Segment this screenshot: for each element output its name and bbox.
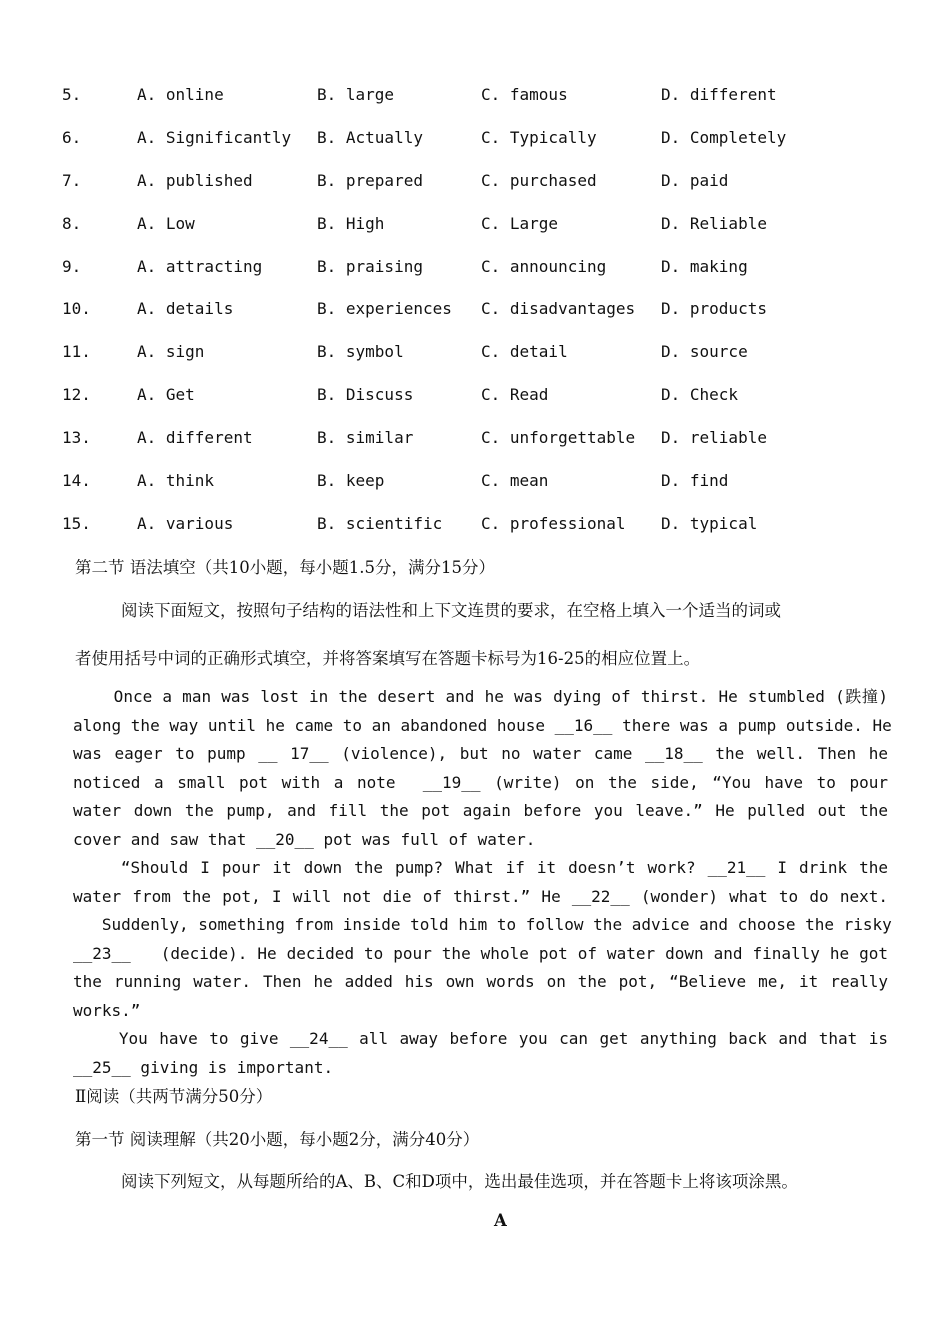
question-row	[62, 383, 882, 426]
question-row	[62, 340, 882, 383]
option-c: C. mean	[481, 471, 549, 491]
part2-heading: Ⅱ阅读（共两节满分50分）	[75, 1087, 273, 1106]
option-a: A. online	[137, 85, 224, 104]
option-c: C. detail	[481, 342, 568, 362]
option-c: C. purchased	[481, 170, 597, 190]
question-number: 9.	[62, 256, 82, 276]
option-a: A. attracting	[137, 256, 263, 276]
option-a: A. Get	[137, 385, 195, 405]
question-row	[62, 426, 882, 469]
passage-line: along the way until he came to an abandoned house __16__ there was a pump outside. He	[73, 716, 892, 735]
option-b: B. Actually	[317, 127, 423, 147]
question-number: 11.	[62, 342, 91, 362]
options-table	[62, 83, 882, 555]
question-row	[62, 126, 882, 169]
option-d: D. Reliable	[661, 213, 767, 233]
passage-line: works.”	[73, 1001, 141, 1020]
passage-line: cover and saw that __20__ pot was full of water.	[73, 830, 536, 849]
option-d: D. paid	[661, 170, 729, 190]
option-b: B. High	[317, 213, 385, 233]
passage-line: noticed a small pot with a note __19__ (write) on the side, “You have to pour	[73, 773, 888, 792]
option-d: D. reliable	[661, 428, 767, 448]
option-a: A. different	[137, 428, 253, 448]
passage-line: water from the pot, I will not die of thirst.” He __22__ (wonder) what to do next.	[73, 887, 888, 906]
passage-label: A	[494, 1211, 507, 1230]
option-a: A. think	[137, 471, 215, 491]
question-number: 10.	[62, 299, 91, 319]
passage-line: __23__ (decide). He decided to pour the whole pot of water down and finally he got	[73, 944, 888, 963]
option-b: B. prepared	[317, 170, 423, 190]
question-number: 5.	[62, 85, 82, 104]
question-number: 13.	[62, 428, 91, 448]
option-c: C. unforgettable	[481, 428, 636, 448]
option-d: D. Check	[661, 385, 739, 405]
option-a: A. published	[137, 170, 253, 190]
option-d: D. Completely	[661, 127, 787, 147]
question-row	[62, 297, 882, 340]
option-c: C. Typically	[481, 127, 597, 147]
option-b: B. large	[317, 85, 395, 104]
passage-line: water down the pump, and fill the pot again before you leave.” He pulled out the	[73, 801, 888, 820]
option-b: B. similar	[317, 428, 414, 448]
question-row	[62, 169, 882, 212]
question-number: 7.	[62, 170, 82, 190]
option-c: C. disadvantages	[481, 299, 636, 319]
option-b: B. experiences	[317, 299, 452, 319]
option-d: D. typical	[661, 513, 758, 533]
section2-heading: 第二节 语法填空（共10小题，每小题1.5分，满分15分）	[75, 558, 495, 577]
reading-section1-instruction: 阅读下列短文，从每题所给的A、B、C和D项中，选出最佳选项，并在答题卡上将该项涂黑。	[121, 1172, 798, 1191]
reading-section1-heading: 第一节 阅读理解（共20小题，每小题2分，满分40分）	[75, 1130, 480, 1149]
option-a: A. details	[137, 299, 234, 319]
option-b: B. praising	[317, 256, 423, 276]
section2-instruction-line1: 阅读下面短文，按照句子结构的语法性和上下文连贯的要求，在空格上填入一个适当的词或	[121, 601, 781, 620]
option-b: B. scientific	[317, 513, 443, 533]
option-c: C. professional	[481, 513, 626, 533]
option-c: C. famous	[481, 85, 568, 104]
option-b: B. Discuss	[317, 385, 414, 405]
question-number: 8.	[62, 213, 82, 233]
option-a: A. Low	[137, 213, 195, 233]
option-d: D. source	[661, 342, 748, 362]
option-b: B. keep	[317, 471, 385, 491]
option-d: D. find	[661, 471, 729, 491]
question-row	[62, 255, 882, 298]
passage-line: was eager to pump __ 17__ (violence), but no water came __18__ the well. Then he	[73, 744, 888, 763]
question-number: 12.	[62, 385, 91, 405]
option-d: D. products	[661, 299, 767, 319]
passage-line: You have to give __24__ all away before you can get anything back and that is	[73, 1029, 888, 1048]
question-number: 14.	[62, 471, 91, 491]
option-a: A. Significantly	[137, 127, 292, 147]
option-d: D. making	[661, 256, 748, 276]
passage-line: the running water. Then he added his own words on the pot, “Believe me, it really	[73, 972, 888, 991]
question-row	[62, 469, 882, 512]
passage-line: “Should I pour it down the pump? What if it doesn’t work? __21__ I drink the	[73, 858, 888, 877]
option-a: A. various	[137, 513, 234, 533]
passage-line: Once a man was lost in the desert and he was dying of thirst. He stumbled (跌撞)	[73, 687, 888, 706]
question-number: 6.	[62, 127, 82, 147]
question-row	[62, 212, 882, 255]
section2-instruction-line2: 者使用括号中词的正确形式填空，并将答案填写在答题卡标号为16-25的相应位置上。	[75, 649, 701, 668]
passage-line: __25__ giving is important.	[73, 1058, 334, 1077]
question-number: 15.	[62, 513, 91, 533]
option-d: D. different	[661, 85, 777, 104]
option-c: C. announcing	[481, 256, 607, 276]
passage-line: Suddenly, something from inside told him to follow the advice and choose the risky	[73, 915, 892, 934]
option-c: C. Large	[481, 213, 559, 233]
option-a: A. sign	[137, 342, 205, 362]
question-row	[62, 512, 882, 555]
question-row	[62, 83, 882, 126]
option-b: B. symbol	[317, 342, 404, 362]
option-c: C. Read	[481, 385, 549, 405]
